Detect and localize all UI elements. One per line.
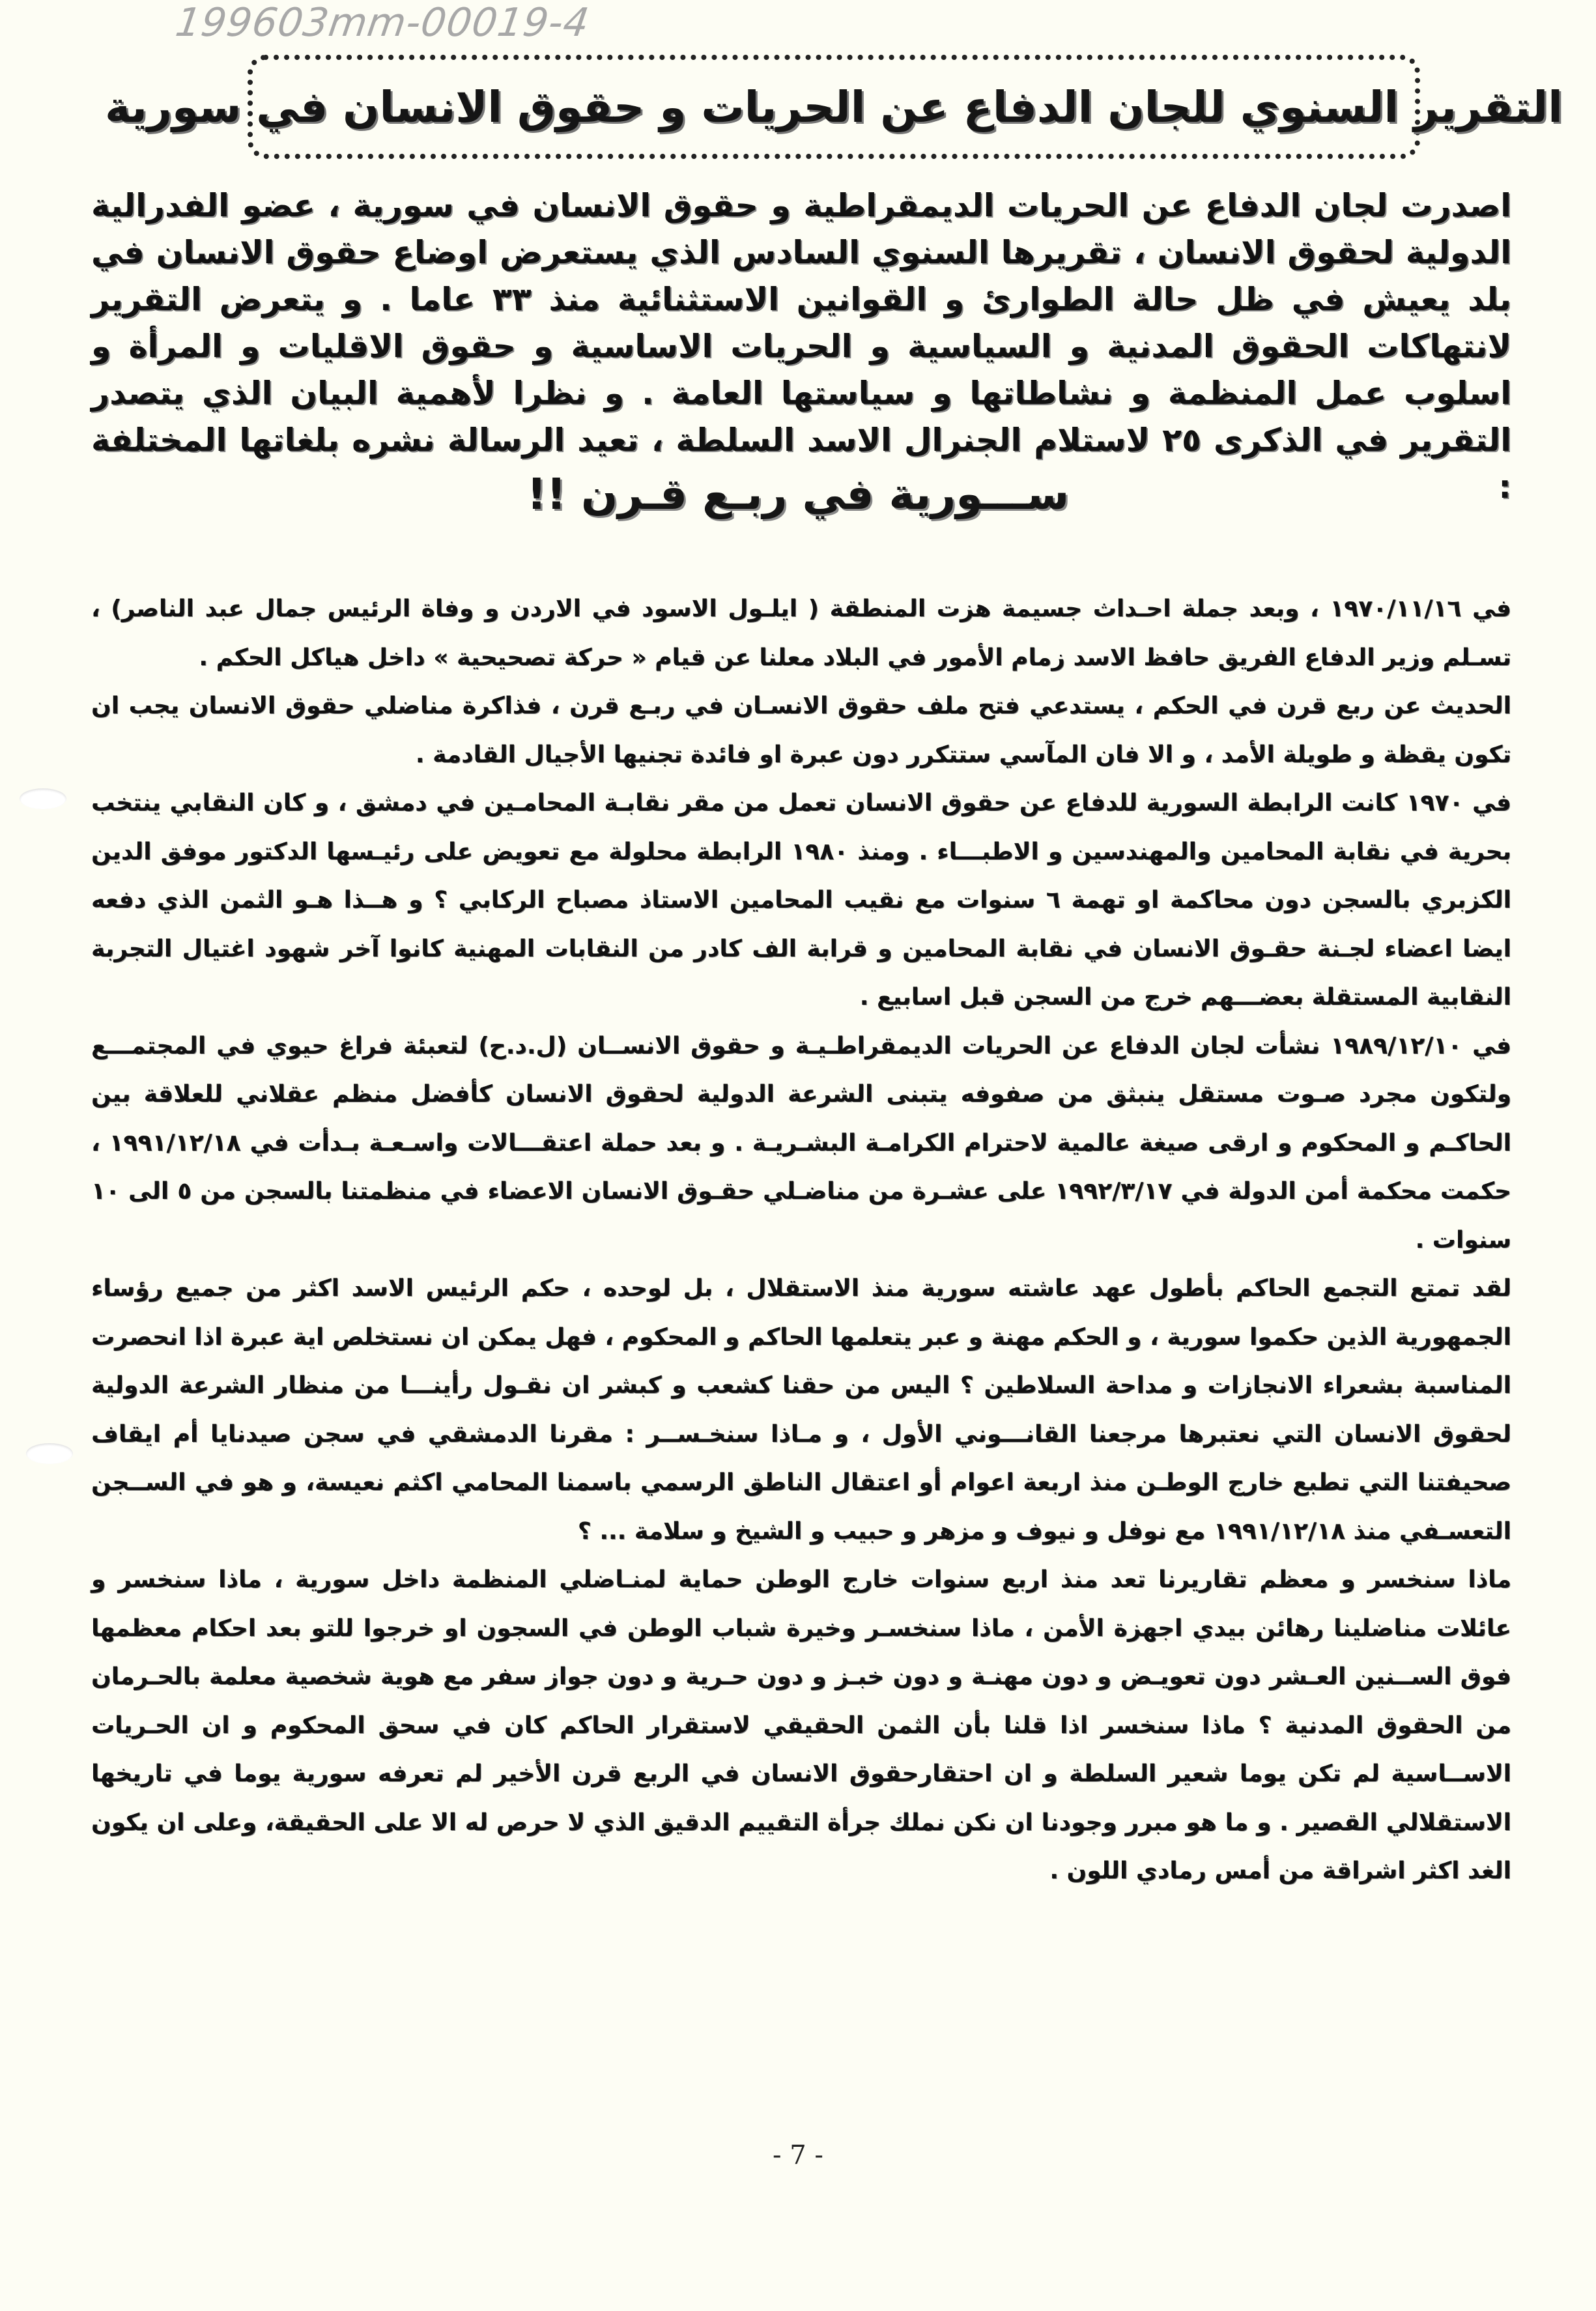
body-text [91,585,1511,1896]
archive-stamp: 199603mm-00019-4 [173,0,593,46]
paragraph: في ١٩٧٠ كانت الرابطة السورية للدفاع عن حقوق الانسان تعمل من مقر نقابـة المحامـين في دمشق ، و كان النقابي ينتخب بحرية في نقابة المحامين والمهندسين و الاطبـــاء . ومنذ ١٩٨٠ الرابطة محلولة مع تعويض على رئيـسها الدكتور موفق الدين الكزبري بالسجن دون محاكمة او تهمة ٦ سنوات مع نقيب المحامين الاستاذ مصباح الركابي ؟ و هــذا هـو الثمن الذي دفعه ايضا اعضاء لجـنة حقـوق الانسان في نقابة المحامين و قرابة الف كادر من النقابات المهنية كانوا آخر شهود اغتيال التجربة النقابية المستقلة بعضـــهم خرج من السجن قبل اسابيع . [91,790,1511,1011]
section-subtitle: ســـورية في ربـع قـرن !! [526,469,1070,519]
intro-paragraph: اصدرت لجان الدفاع عن الحريات الديمقراطية و حقوق الانسان في سورية ، عضو الفدرالية الدولية لحقوق الانسان ، تقريرها السنوي السادس الذي يستعرض اوضاع حقوق الانسان في بلد يعيش في ظل حالة الطوارئ و القوانين الاستثنائية منذ ٣٣ عاما . و يتعرض التقرير لانتهاكات الحقوق المدنية و السياسية و الحريات الاساسية و حقوق الاقليات و المرأة و اسلوب عمل المنظمة و نشاطاتها و سياستها العامة . و نظرا لأهمية البيان الذي يتصدر التقرير في الذكرى ٢٥ لاستلام الجنرال الاسد السلطة ، تعيد الرسالة نشره بلغاتها المختلفة : [91,187,1511,506]
paragraph: ماذا سنخسر و معظم تقاريرنا تعد منذ اربع سنوات خارج الوطن حماية لمنـاضلي المنظمة داخل سورية ، ماذا سنخسر و عائلات مناضلينا رهائن بيدي اجهزة الأمن ، ماذا سنخسـر وخيرة شباب الوطن في السجون او خرجوا للتو بعد احكام معظمها فوق الســنين العـشر دون تعويـض و دون مهنـة و دون خبـز و دون حـرية و دون جواز سفر مع هوية شخصية معلمة بالحـرمان من الحقوق المدنية ؟ ماذا سنخسر اذا قلنا بأن الثمن الحقيقي لاستقرار الحاكم كان في سحق المحكوم و ان الحـريات الاســاسية لم تكن يوما شعير السلطة و ان احتقارحقوق الانسان في الربع قرن الأخير لم تعرفه سورية يوما في تاريخها الاستقلالي القصير . و ما هو مبرر وجودنا ان نكن نملك جرأة التقييم الدقيق الذي لا حرص له الا على الحقيقة، وعلى ان يكون الغد اكثر اشراقة من أمس رمادي اللون . [91,1566,1511,1884]
page-title: التقرير السنوي للجان الدفاع عن الحريات و حقوق الانسان في سورية [105,81,1563,132]
paragraph: في ١٩٧٠/١١/١٦ ، وبعد جملة احـداث جسيمة هزت المنطقة ( ايلـول الاسود في الاردن و وفاة الرئيس جمال عبد الناصر) ، تسـلم وزير الدفاع الفريق حافظ الاسد زمام الأمور في البلاد معلنا عن قيام « حركة تصحيحية » داخل هياكل الحكم . [91,596,1511,671]
paragraph: الحديث عن ربع قرن في الحكم ، يستدعي فتح ملف حقوق الانسـان في ربـع قرن ، فذاكرة مناضلي حقوق الانسان يجب ان تكون يقظة و طويلة الأمد ، و الا فان المآسي ستتكرر دون عبرة او فائدة تجنيها الأجيال القادمة . [91,693,1511,768]
punch-hole-icon [26,1443,73,1464]
paragraph: في ١٩٨٩/١٢/١٠ نشأت لجان الدفاع عن الحريات الديمقراطـيـة و حقوق الانســان (ل.د.ح) لتعبئة فراغ حيوي في المجتمـــع ولتكون مجرد صـوت مستقل ينبثق من صفوفه يتبنى الشرعة الدولية لحقوق الانسان كأفضل منظم عقلاني للعلاقة بين الحاكـم و المحكوم و ارقى صيغة عالمية لاحترام الكرامـة البشـريـة . و بعد حملة اعتقـــالات واسـعـة بـدأت في ١٩٩١/١٢/١٨ ، حكمت محكمة أمن الدولة في ١٩٩٢/٣/١٧ على عشـرة من مناضـلي حقـوق الانسان الاعضاء في منظمتنا بالسجن من ٥ الى ١٠ سنوات . [91,1032,1512,1254]
title-box [105,55,1563,159]
paragraph: لقد تمتع التجمع الحاكم بأطول عهد عاشته سورية منذ الاستقلال ، بل لوحده ، حكم الرئيس الاسد اكثر من جميع رؤساء الجمهورية الذين حكموا سورية ، و الحكم مهنة و عبر يتعلمها الحاكم و المحكوم ، فهل يمكن ان نستخلص اية عبرة اذا انحصرت المناسبة بشعراء الانجازات و مداحة السلاطين ؟ اليس من حقنا كشعب و كبشر ان نقـول رأينـــا من منظار الشرعة الدولية لحقوق الانسان التي نعتبرها مرجعنا القانـــوني الأول ، و مـاذا سنخـســر : مقرنا الدمشقي في سجن صيدنايا أم ايقاف صحيفتنا التي تطبع خارج الوطـن منذ اربعة اعوام أو اعتقال الناطق الرسمي باسمنا المحامي اكثم نعيسة، و هو في الســجن التعسـفي منذ ١٩٩١/١٢/١٨ مع نوفل و نيوف و مزهر و حبيب و الشيخ و سلامة ... ؟ [91,1275,1511,1545]
punch-hole-icon [20,788,66,809]
page-number: - 7 - [773,2140,823,2170]
